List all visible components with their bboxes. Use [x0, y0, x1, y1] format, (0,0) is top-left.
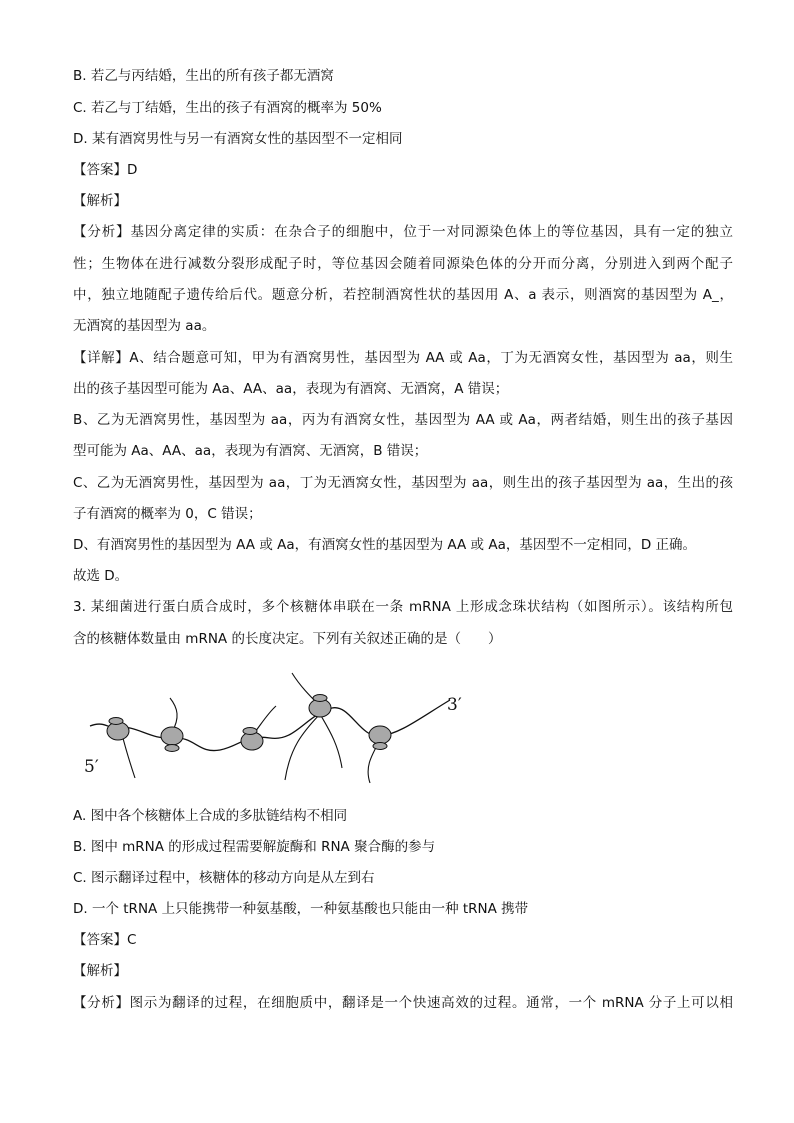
- option-b: B. 图中 mRNA 的形成过程需要解旋酶和 RNA 聚合酶的参与: [73, 839, 436, 855]
- option-c: C. 图示翻译过程中，核糖体的移动方向是从左到右: [73, 870, 375, 886]
- option-b: B. 若乙与丙结婚，生出的所有孩子都无酒窝: [73, 68, 334, 84]
- detail-conclusion: 故选 D。: [73, 568, 129, 584]
- analysis-para-line: 【分析】图示为翻译的过程，在细胞质中，翻译是一个快速高效的过程。通常，一个 mRNA 分子上可以相: [73, 995, 733, 1011]
- ribosome: [107, 718, 129, 741]
- polypeptide-chain: [285, 714, 320, 780]
- analysis-para-line: 性；生物体在进行减数分裂形成配子时，等位基因会随着同源染色体的分开而分离，分别进入到两个配子: [73, 256, 733, 272]
- question-3-stem: 3. 某细菌进行蛋白质合成时，多个核糖体串联在一条 mRNA 上形成念珠状结构（如图所示）。该结构所包: [73, 599, 733, 615]
- mrna-strand: [90, 700, 450, 751]
- polypeptide-chain: [320, 714, 342, 768]
- analysis-para-line: 【分析】基因分离定律的实质：在杂合子的细胞中，位于一对同源染色体上的等位基因，具有一定的独立: [73, 224, 733, 240]
- detail-para-line: 子有酒窝的概率为 0，C 错误；: [73, 506, 262, 522]
- answer-label: 【答案】C: [73, 932, 137, 948]
- analysis-label: 【解析】: [73, 193, 127, 209]
- ribosome: [241, 728, 263, 751]
- detail-para-line: 型可能为 Aa、AA、aa，表现为有酒窝、无酒窝，B 错误；: [73, 443, 428, 459]
- option-d: D. 某有酒窝男性与另一有酒窝女性的基因型不一定相同: [73, 131, 403, 147]
- label-5-prime: 5′: [84, 757, 99, 777]
- question-3-stem: 含的核糖体数量由 mRNA 的长度决定。下列有关叙述正确的是（ ）: [73, 631, 502, 647]
- option-c: C. 若乙与丁结婚，生出的孩子有酒窝的概率为 50%: [73, 100, 382, 116]
- ribosome: [161, 727, 183, 752]
- detail-para-line: C、乙为无酒窝男性，基因型为 aa，丁为无酒窝女性，基因型为 aa，则生出的孩子基因型为 aa，生出的孩: [73, 475, 733, 491]
- detail-para-line: 【详解】A、结合题意可知，甲为有酒窝男性，基因型为 AA 或 Aa，丁为无酒窝女性，基因型为 aa，则生: [73, 350, 733, 366]
- ribosome: [369, 726, 391, 750]
- detail-para-line: B、乙为无酒窝男性，基因型为 aa，丙为有酒窝女性，基因型为 AA 或 Aa，两者结婚，则生出的孩子基因: [73, 412, 733, 428]
- detail-para-line: D、有酒窝男性的基因型为 AA 或 Aa，有酒窝女性的基因型为 AA 或 Aa，基因型不一定相同，D 正确。: [73, 537, 697, 553]
- option-a: A. 图中各个核糖体上合成的多肽链结构不相同: [73, 808, 348, 824]
- label-3-prime: 3′: [447, 695, 462, 715]
- analysis-para-line: 中，独立地随配子遗传给后代。题意分析，若控制酒窝性状的基因用 A、a 表示，则酒窝的基因型为 A_，: [73, 287, 733, 303]
- analysis-label: 【解析】: [73, 963, 127, 979]
- answer-label: 【答案】D: [73, 162, 138, 178]
- detail-para-line: 出的孩子基因型可能为 Aa、AA、aa，表现为有酒窝、无酒窝，A 错误；: [73, 381, 509, 397]
- option-d: D. 一个 tRNA 上只能携带一种氨基酸，一种氨基酸也只能由一种 tRNA 携带: [73, 901, 529, 917]
- analysis-para-line: 无酒窝的基因型为 aa。: [73, 318, 216, 334]
- polyribosome-figure: [80, 668, 480, 788]
